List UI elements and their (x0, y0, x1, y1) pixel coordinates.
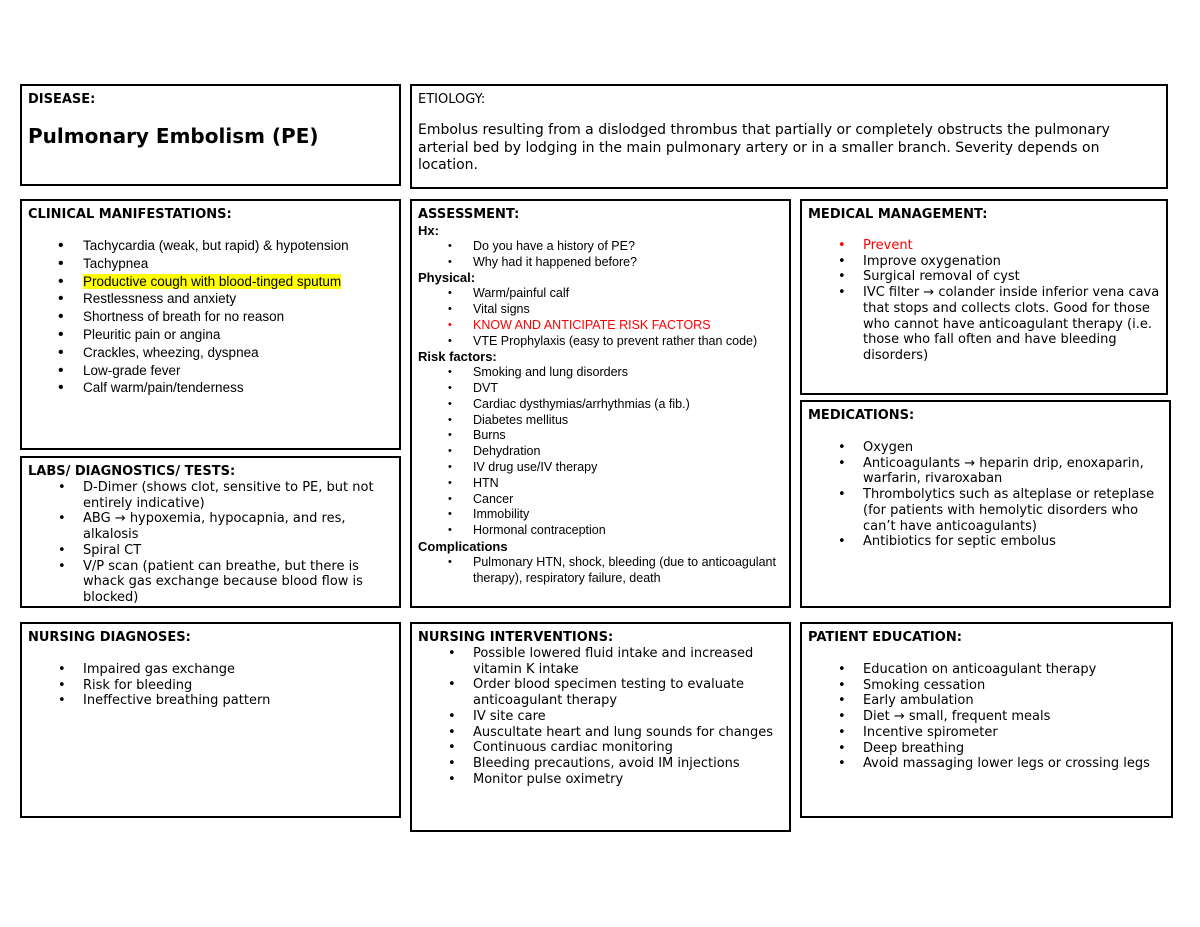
highlighted-text: Productive cough with blood-tinged sputum (83, 273, 342, 289)
nursing-dx-list (28, 662, 393, 709)
etiology-heading: ETIOLOGY: (418, 92, 486, 107)
list-item: • Pulmonary HTN, shock, bleeding (due to anticoagulant therapy), respiratory failure, death (418, 555, 783, 587)
list-item: • Dehydration (418, 444, 783, 460)
disease-title: Pulmonary Embolism (PE) (28, 124, 319, 148)
etiology-box (410, 84, 1168, 189)
list-item: • Impaired gas exchange (28, 662, 393, 678)
list-item: • IV site care (418, 709, 783, 725)
list-item: • Tachypnea (28, 255, 393, 273)
list-item: • Immobility (418, 507, 783, 523)
list-item: • Oxygen (808, 440, 1163, 456)
medical-heading: MEDICAL MANAGEMENT: (808, 207, 988, 222)
list-item: • KNOW AND ANTICIPATE RISK FACTORS (418, 318, 783, 334)
interventions-list (418, 646, 783, 787)
labs-heading: LABS/ DIAGNOSTICS/ TESTS: (28, 464, 236, 479)
list-item: • IV drug use/IV therapy (418, 460, 783, 476)
hx-label: Hx: (418, 223, 439, 238)
list-item: • Restlessness and anxiety (28, 290, 393, 308)
physical-label: Physical: (418, 270, 476, 286)
disease-heading: DISEASE: (28, 92, 96, 107)
list-item: • Education on anticoagulant therapy (808, 662, 1165, 678)
list-item: • ABG → hypoxemia, hypocapnia, and res, alkalosis (28, 511, 393, 542)
clinical-list (28, 237, 393, 397)
list-item: • Cancer (418, 492, 783, 508)
labs-list (28, 480, 393, 606)
patient-education-box (800, 622, 1173, 818)
list-item: • Early ambulation (808, 693, 1165, 709)
list-item: • Calf warm/pain/tenderness (28, 379, 393, 397)
physical-list (418, 286, 783, 349)
list-item: • VTE Prophylaxis (easy to prevent rather than code) (418, 334, 783, 350)
assessment-heading: ASSESSMENT: (418, 207, 520, 222)
list-item: • Warm/painful calf (418, 286, 783, 302)
list-item: • D-Dimer (shows clot, sensitive to PE, but not entirely indicative) (28, 480, 393, 511)
labs-box (20, 456, 401, 608)
list-item: • Crackles, wheezing, dyspnea (28, 344, 393, 362)
list-item: • DVT (418, 381, 783, 397)
medical-management-box (800, 199, 1168, 395)
list-item: • Prevent (808, 238, 1160, 254)
disease-box (20, 84, 401, 186)
list-item: • Order blood specimen testing to evaluate anticoagulant therapy (418, 677, 783, 708)
list-item: • Low-grade fever (28, 362, 393, 380)
risk-factors-label: Risk factors: (418, 349, 497, 365)
risk-factors-list (418, 365, 783, 539)
medications-heading: MEDICATIONS: (808, 408, 915, 423)
list-item: • Cardiac dysthymias/arrhythmias (a fib.) (418, 397, 783, 413)
hx-list (418, 239, 783, 271)
clinical-heading: CLINICAL MANIFESTATIONS: (28, 207, 232, 222)
complications-label: Complications (418, 538, 508, 554)
list-item: • V/P scan (patient can breathe, but there is whack gas exchange because blood flow is blocked) (28, 559, 393, 606)
list-item: • Avoid massaging lower legs or crossing legs (808, 756, 1165, 772)
list-item: • Improve oxygenation (808, 254, 1160, 270)
list-item: • IVC filter → colander inside inferior vena cava that stops and collects clots. Good for those who cannot have anticoagulant therapy (i.e. those who fall often and have bleeding disorders) (808, 285, 1160, 364)
list-item: • Risk for bleeding (28, 678, 393, 694)
list-item: • Pleuritic pain or angina (28, 326, 393, 344)
list-item: • Diabetes mellitus (418, 413, 783, 429)
list-item: • Deep breathing (808, 741, 1165, 757)
list-item: • Bleeding precautions, avoid IM injections (418, 756, 783, 772)
complications-list (418, 555, 783, 587)
list-item: • Hormonal contraception (418, 523, 783, 539)
list-item: • Surgical removal of cyst (808, 269, 1160, 285)
list-item: • Diet → small, frequent meals (808, 709, 1165, 725)
nursing-diagnoses-box (20, 622, 401, 818)
list-item: • Antibiotics for septic embolus (808, 534, 1163, 550)
assessment-box (410, 199, 791, 608)
clinical-manifestations-box (20, 199, 401, 450)
list-item: • Smoking and lung disorders (418, 365, 783, 381)
list-item: • HTN (418, 476, 783, 492)
education-list (808, 662, 1165, 772)
etiology-text: Embolus resulting from a dislodged thrombus that partially or completely obstructs the pulmonary arterial bed by lodging in the main pulmonary artery or in a smaller branch. Severity depends on location. (418, 122, 1110, 173)
medications-list (808, 440, 1163, 550)
list-item: • Shortness of breath for no reason (28, 308, 393, 326)
list-item: • Auscultate heart and lung sounds for changes (418, 725, 783, 741)
list-item: • Monitor pulse oximetry (418, 772, 783, 788)
list-item: • Incentive spirometer (808, 725, 1165, 741)
list-item: • Smoking cessation (808, 678, 1165, 694)
nursing-interventions-box (410, 622, 791, 832)
list-item: • Continuous cardiac monitoring (418, 740, 783, 756)
medical-list (808, 238, 1160, 364)
list-item: • Tachycardia (weak, but rapid) & hypotension (28, 237, 393, 255)
list-item: • Why had it happened before? (418, 255, 783, 271)
list-item: • Anticoagulants → heparin drip, enoxaparin, warfarin, rivaroxaban (808, 456, 1163, 487)
medications-box (800, 400, 1171, 608)
list-item: • Do you have a history of PE? (418, 239, 783, 255)
list-item: • Ineffective breathing pattern (28, 693, 393, 709)
nursing-dx-heading: NURSING DIAGNOSES: (28, 630, 191, 645)
list-item (28, 273, 393, 291)
list-item: • Spiral CT (28, 543, 393, 559)
education-heading: PATIENT EDUCATION: (808, 630, 962, 645)
list-item: • Possible lowered fluid intake and increased vitamin K intake (418, 646, 783, 677)
list-item: • Burns (418, 428, 783, 444)
list-item: • Vital signs (418, 302, 783, 318)
interventions-heading: NURSING INTERVENTIONS: (418, 630, 614, 645)
list-item: • Thrombolytics such as alteplase or reteplase (for patients with hemolytic disorders who can’t have anticoagulants) (808, 487, 1163, 534)
